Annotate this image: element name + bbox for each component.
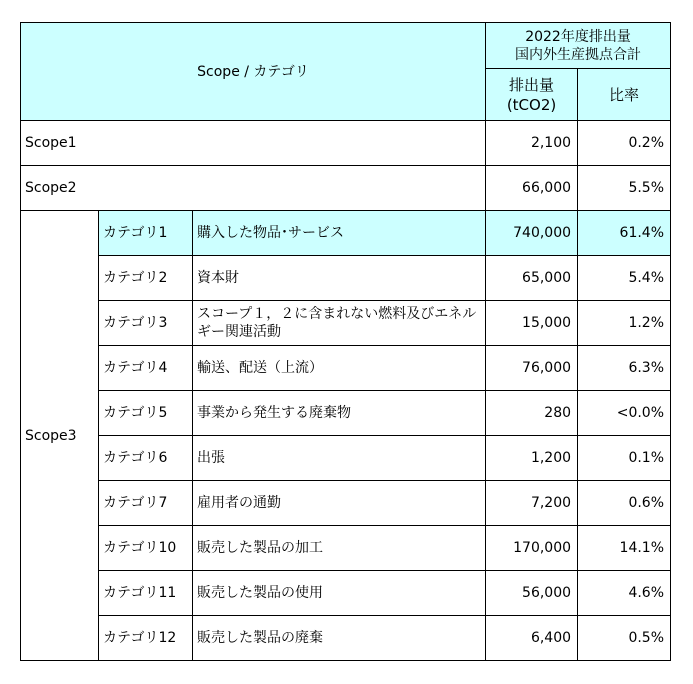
scope3-row-cat12 [21, 616, 671, 661]
scope1-row [21, 121, 671, 166]
category-label: カテゴリ6 [99, 436, 193, 481]
category-label: カテゴリ2 [99, 256, 193, 301]
category-ratio: 61.4% [578, 211, 671, 256]
category-emissions: 280 [486, 391, 578, 436]
emissions-label: 排出量 [509, 75, 555, 94]
emissions-header [486, 69, 578, 121]
scope-category-header: Scope / カテゴリ [21, 23, 486, 121]
category-item: スコープ１，２に含まれない燃料及びエネルギー関連活動 [193, 301, 486, 346]
header-row-1 [21, 23, 671, 69]
site-scope-label: 国内外生産拠点合計 [515, 46, 642, 63]
category-emissions: 740,000 [486, 211, 578, 256]
ratio-header: 比率 [578, 69, 671, 121]
scope3-row-cat3 [21, 301, 671, 346]
category-emissions: 1,200 [486, 436, 578, 481]
scope3-label: Scope3 [21, 211, 99, 661]
category-label: カテゴリ7 [99, 481, 193, 526]
category-item: 購入した物品･サービス [193, 211, 486, 256]
category-ratio: 0.1% [578, 436, 671, 481]
category-emissions: 56,000 [486, 571, 578, 616]
category-emissions: 15,000 [486, 301, 578, 346]
scope1-label: Scope1 [21, 121, 486, 166]
scope3-row-cat2 [21, 256, 671, 301]
category-item: 販売した製品の廃棄 [193, 616, 486, 661]
category-item: 事業から発生する廃棄物 [193, 391, 486, 436]
category-label: カテゴリ3 [99, 301, 193, 346]
scope3-row-cat11 [21, 571, 671, 616]
category-ratio: 1.2% [578, 301, 671, 346]
fy2022-emissions-header [486, 23, 671, 69]
emissions-unit: (tCO2) [506, 95, 557, 114]
scope3-row-cat6 [21, 436, 671, 481]
category-ratio: 0.5% [578, 616, 671, 661]
scope1-ratio: 0.2% [578, 121, 671, 166]
category-emissions: 6,400 [486, 616, 578, 661]
scope3-row-cat1 [21, 211, 671, 256]
category-emissions: 7,200 [486, 481, 578, 526]
category-ratio: 6.3% [578, 346, 671, 391]
category-emissions: 76,000 [486, 346, 578, 391]
scope3-row-cat7 [21, 481, 671, 526]
scope3-row-cat4 [21, 346, 671, 391]
emissions-table [20, 22, 671, 661]
category-item: 資本財 [193, 256, 486, 301]
category-item: 販売した製品の使用 [193, 571, 486, 616]
category-label: カテゴリ10 [99, 526, 193, 571]
category-item: 販売した製品の加工 [193, 526, 486, 571]
category-item: 雇用者の通勤 [193, 481, 486, 526]
category-label: カテゴリ1 [99, 211, 193, 256]
category-ratio: 4.6% [578, 571, 671, 616]
category-emissions: 65,000 [486, 256, 578, 301]
category-ratio: 14.1% [578, 526, 671, 571]
category-item: 出張 [193, 436, 486, 481]
scope2-emissions: 66,000 [486, 166, 578, 211]
category-label: カテゴリ4 [99, 346, 193, 391]
scope1-emissions: 2,100 [486, 121, 578, 166]
scope2-ratio: 5.5% [578, 166, 671, 211]
category-label: カテゴリ11 [99, 571, 193, 616]
category-ratio: 0.6% [578, 481, 671, 526]
scope3-row-cat10 [21, 526, 671, 571]
scope2-label: Scope2 [21, 166, 486, 211]
category-item: 輸送、配送（上流） [193, 346, 486, 391]
category-label: カテゴリ5 [99, 391, 193, 436]
category-ratio: 5.4% [578, 256, 671, 301]
category-ratio: <0.0% [578, 391, 671, 436]
category-emissions: 170,000 [486, 526, 578, 571]
scope3-row-cat5 [21, 391, 671, 436]
scope2-row [21, 166, 671, 211]
category-label: カテゴリ12 [99, 616, 193, 661]
fy-label: 2022年度排出量 [525, 28, 631, 45]
